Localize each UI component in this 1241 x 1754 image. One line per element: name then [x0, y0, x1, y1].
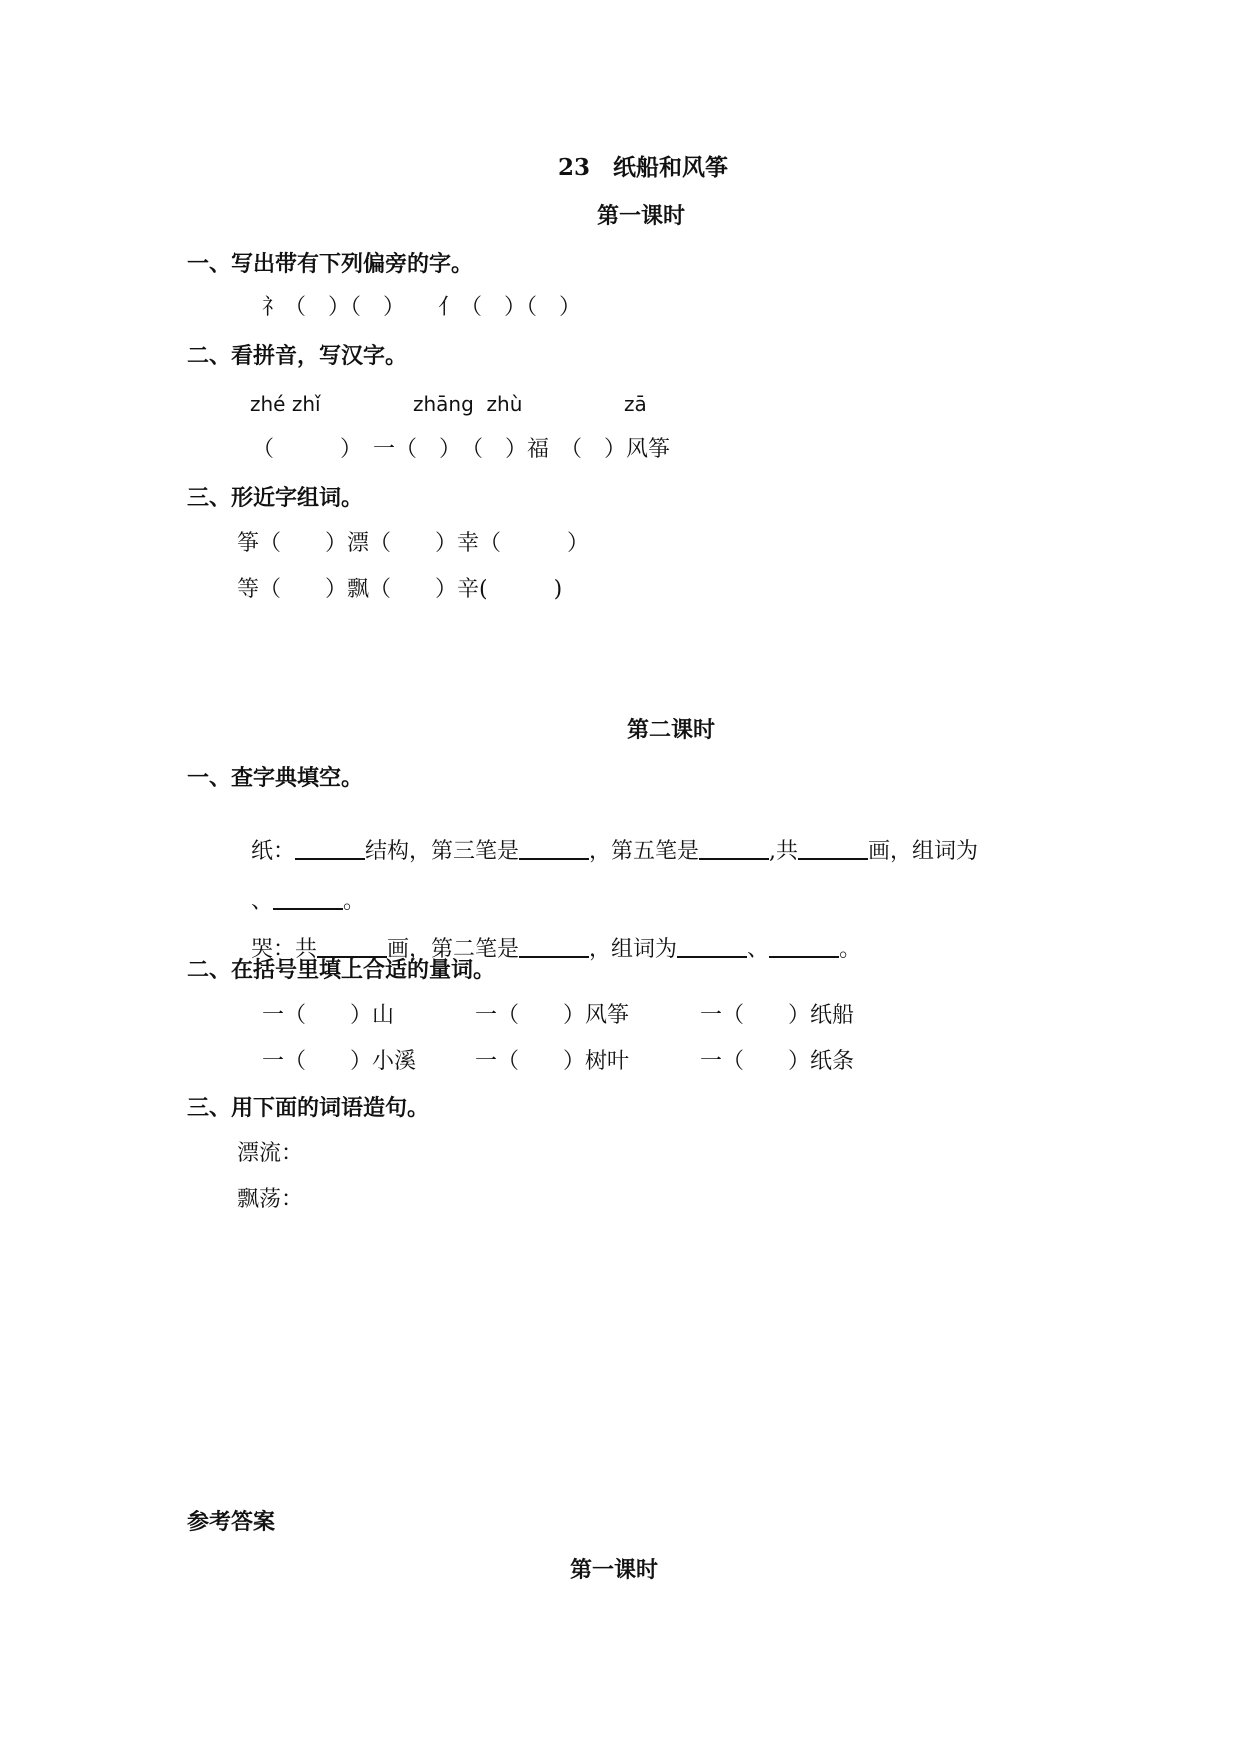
lesson1-q3-line1: 筝（ ）漂（ ）幸（ ）	[237, 531, 590, 556]
q2-row2-item3: 一（ ）纸条	[700, 1049, 855, 1074]
lesson2-q1-line1	[237, 810, 978, 866]
blank	[798, 838, 868, 860]
text: 哭：共	[251, 937, 318, 962]
pinyin-1: zhé zhǐ	[250, 392, 321, 416]
lesson1-q1-line: 礻（ ）（ ） 亻（ ）（ ）	[262, 295, 582, 320]
answers-heading: 参考答案	[187, 1509, 276, 1535]
blank	[769, 936, 839, 958]
lesson1-q2-line: （ ） 一（ ） （ ）福 （ ）风筝	[252, 437, 671, 462]
q2-row1-item3: 一（ ）纸船	[700, 1003, 855, 1028]
q2-row1-item2: 一（ ）风筝	[475, 1003, 630, 1028]
text: 。	[839, 937, 862, 962]
page-title: 23 纸船和风筝	[558, 154, 729, 181]
text: 画，第二笔是	[387, 937, 520, 962]
lesson1-q3-label: 三、形近字组词。	[187, 485, 364, 511]
lesson2-q3-label: 三、用下面的词语造句。	[187, 1095, 430, 1121]
q3-item-piaodang: 飘荡：	[237, 1187, 304, 1212]
text: 画，组词为	[868, 839, 979, 864]
text: 。	[343, 889, 366, 914]
q3-item-piaoliu: 漂流：	[237, 1141, 304, 1166]
text: ，组词为	[589, 937, 678, 962]
lesson1-q2-label: 二、看拼音，写汉字。	[187, 343, 408, 369]
text: 、	[747, 937, 770, 962]
text: ，第五笔是	[589, 839, 700, 864]
blank	[519, 936, 589, 958]
blank	[317, 936, 387, 958]
text: 纸：	[251, 839, 296, 864]
blank	[519, 838, 589, 860]
lesson1-heading: 第一课时	[597, 203, 686, 229]
q2-row1-item1: 一（ ）山	[262, 1003, 395, 1028]
lesson1-q1-label: 一、写出带有下列偏旁的字。	[187, 251, 474, 277]
blank	[699, 838, 769, 860]
blank	[677, 936, 747, 958]
pinyin-3: zā	[624, 392, 647, 416]
q2-row2-item1: 一（ ）小溪	[262, 1049, 417, 1074]
blank	[295, 838, 365, 860]
answers-lesson-heading: 第一课时	[570, 1557, 659, 1583]
lesson2-q2-label: 二、在括号里填上合适的量词。	[187, 957, 496, 983]
blank	[273, 888, 343, 910]
q2-row2-item2: 一（ ）树叶	[475, 1049, 630, 1074]
lesson2-heading: 第二课时	[627, 717, 716, 743]
text: 结构，第三笔是	[365, 839, 520, 864]
text: 、	[251, 889, 274, 914]
pinyin-2: zhāng zhù	[413, 392, 523, 416]
lesson2-q1-label: 一、查字典填空。	[187, 765, 364, 791]
lesson1-q3-line2: 等（ ）飘（ ）辛( )	[237, 577, 563, 602]
text: ,共	[769, 839, 799, 864]
